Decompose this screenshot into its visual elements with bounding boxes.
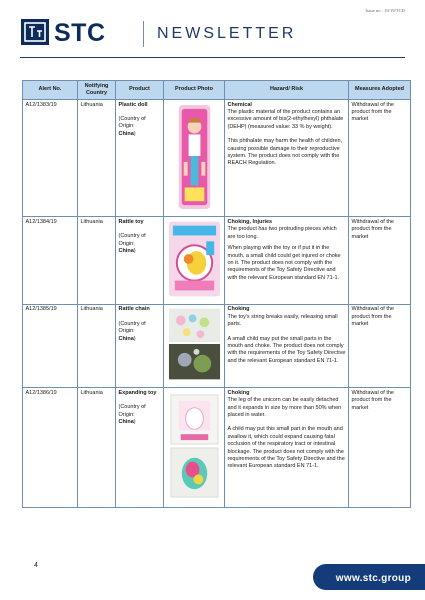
rattle-chain-photo (167, 306, 222, 382)
alert-number: A12/1383/19 (23, 100, 78, 217)
newsletter-title: NEWSLETTER (157, 25, 297, 42)
notifying-country: Lithuania (78, 100, 116, 217)
origin-value: China (118, 130, 134, 137)
alert-number: A12/1384/19 (23, 217, 78, 304)
hazard-cell (225, 100, 349, 217)
risk-description: When playing with the toy or if put it in the mouth, a small child could get injured or choke on it. The product does not comply with the requirements of the Toy Safety Directive and with the relevant European standard EN 71-1. (227, 245, 341, 281)
issue-number: Issue no.: 19/19/TCD (365, 8, 405, 13)
product-name: Rattle chain (118, 306, 150, 313)
col-product: Product (116, 81, 164, 100)
product-photo-cell (164, 100, 225, 217)
hazard-cell (225, 388, 349, 507)
alert-number: A12/1386/19 (23, 388, 78, 507)
hazard-type: Chemical (227, 101, 252, 108)
origin-label: (Country of Origin: (118, 233, 146, 247)
product-name: Rattle toy (118, 218, 144, 225)
notifying-country: Lithuania (78, 388, 116, 507)
hazard-description: The product has two protruding pieces which are too long. (227, 226, 337, 240)
origin-label: (Country of Origin: (118, 115, 146, 130)
product-name: Plastic doll (118, 101, 148, 108)
rattle-toy-photo (167, 219, 222, 299)
expanding-toy-photo (167, 390, 222, 502)
table-row (23, 304, 411, 387)
origin-close: ) (133, 418, 136, 425)
col-hazard-risk: Hazard/ Risk (225, 81, 349, 100)
hazard-description: The plastic material of the product contains an excessive amount of bis(2-ethylhexyl) phthalate (DEHP) (measured value: 33 % by weight). (227, 108, 344, 130)
measures-adopted: Withdrawal of the product from the market (349, 304, 411, 387)
newsletter-header (20, 18, 410, 52)
website-link[interactable]: www.stc.group (335, 573, 411, 584)
table-row (23, 100, 411, 217)
measures-adopted: Withdrawal of the product from the market (349, 100, 411, 217)
table-row (23, 388, 411, 507)
measures-adopted: Withdrawal of the product from the market (349, 388, 411, 507)
hazard-type: Choking, Injuries (227, 218, 273, 225)
origin-value: China (118, 335, 134, 342)
origin-value: China (118, 248, 134, 255)
logo-text: STC (54, 19, 106, 47)
origin-label: (Country of Origin: (118, 404, 146, 418)
hazard-cell (225, 217, 349, 304)
product-photo-cell (164, 388, 225, 507)
col-alert-no: Alert No. (23, 81, 78, 100)
header-divider (143, 21, 144, 47)
notifying-country: Lithuania (78, 304, 116, 387)
origin-close: ) (133, 335, 136, 342)
alert-number: A12/1385/19 (23, 304, 78, 387)
measures-adopted: Withdrawal of the product from the market (349, 217, 411, 304)
origin-close: ) (133, 248, 136, 255)
product-cell (116, 100, 164, 217)
risk-description: A small child may put the small parts in the mouth and choke. The product does not comply with the requirements of the Toy Safety Directive and the relevant European standard EN 71-1. (227, 335, 346, 364)
origin-label: (Country of Origin: (118, 320, 146, 335)
product-name: Expanding toy (118, 389, 157, 396)
col-measures-adopted: Measures Adopted (349, 81, 411, 100)
risk-description: A child may put this small part in the mouth and swallow it, which could expand causing fatal occlusion of the respiratory tract or intestinal blockage. The product does not comply with the requirements of the Toy Safety Directive and the relevant European standard EN 71-1. (227, 426, 345, 470)
page-number: 4 (34, 562, 38, 569)
col-notifying-country: Notifying Country (78, 81, 116, 100)
origin-value: China (118, 418, 134, 425)
hazard-description: The leg of the unicorn can be easily detached and it expands in size by more than 50% when placed in water. (227, 397, 342, 418)
hazard-description: The toy's string breaks easily, releasing small parts. (227, 313, 338, 328)
hazard-type: Choking (227, 306, 250, 313)
notifying-country: Lithuania (78, 217, 116, 304)
stc-logo-icon (20, 18, 50, 46)
hazard-type: Choking (227, 389, 250, 396)
product-cell (116, 388, 164, 507)
product-photo-cell (164, 304, 225, 387)
table-header-row (23, 81, 411, 100)
risk-description: This phthalate may harm the health of children, causing possible damage to their reproductive system. The product does not comply with the REACH Regulation. (227, 138, 343, 167)
col-product-photo: Product Photo (164, 81, 225, 100)
header-rule (20, 57, 405, 58)
alerts-table (22, 80, 411, 508)
plastic-doll-photo (167, 102, 222, 212)
product-cell (116, 304, 164, 387)
product-photo-cell (164, 217, 225, 304)
origin-close: ) (133, 130, 136, 137)
hazard-cell (225, 304, 349, 387)
table-row (23, 217, 411, 304)
product-cell (116, 217, 164, 304)
